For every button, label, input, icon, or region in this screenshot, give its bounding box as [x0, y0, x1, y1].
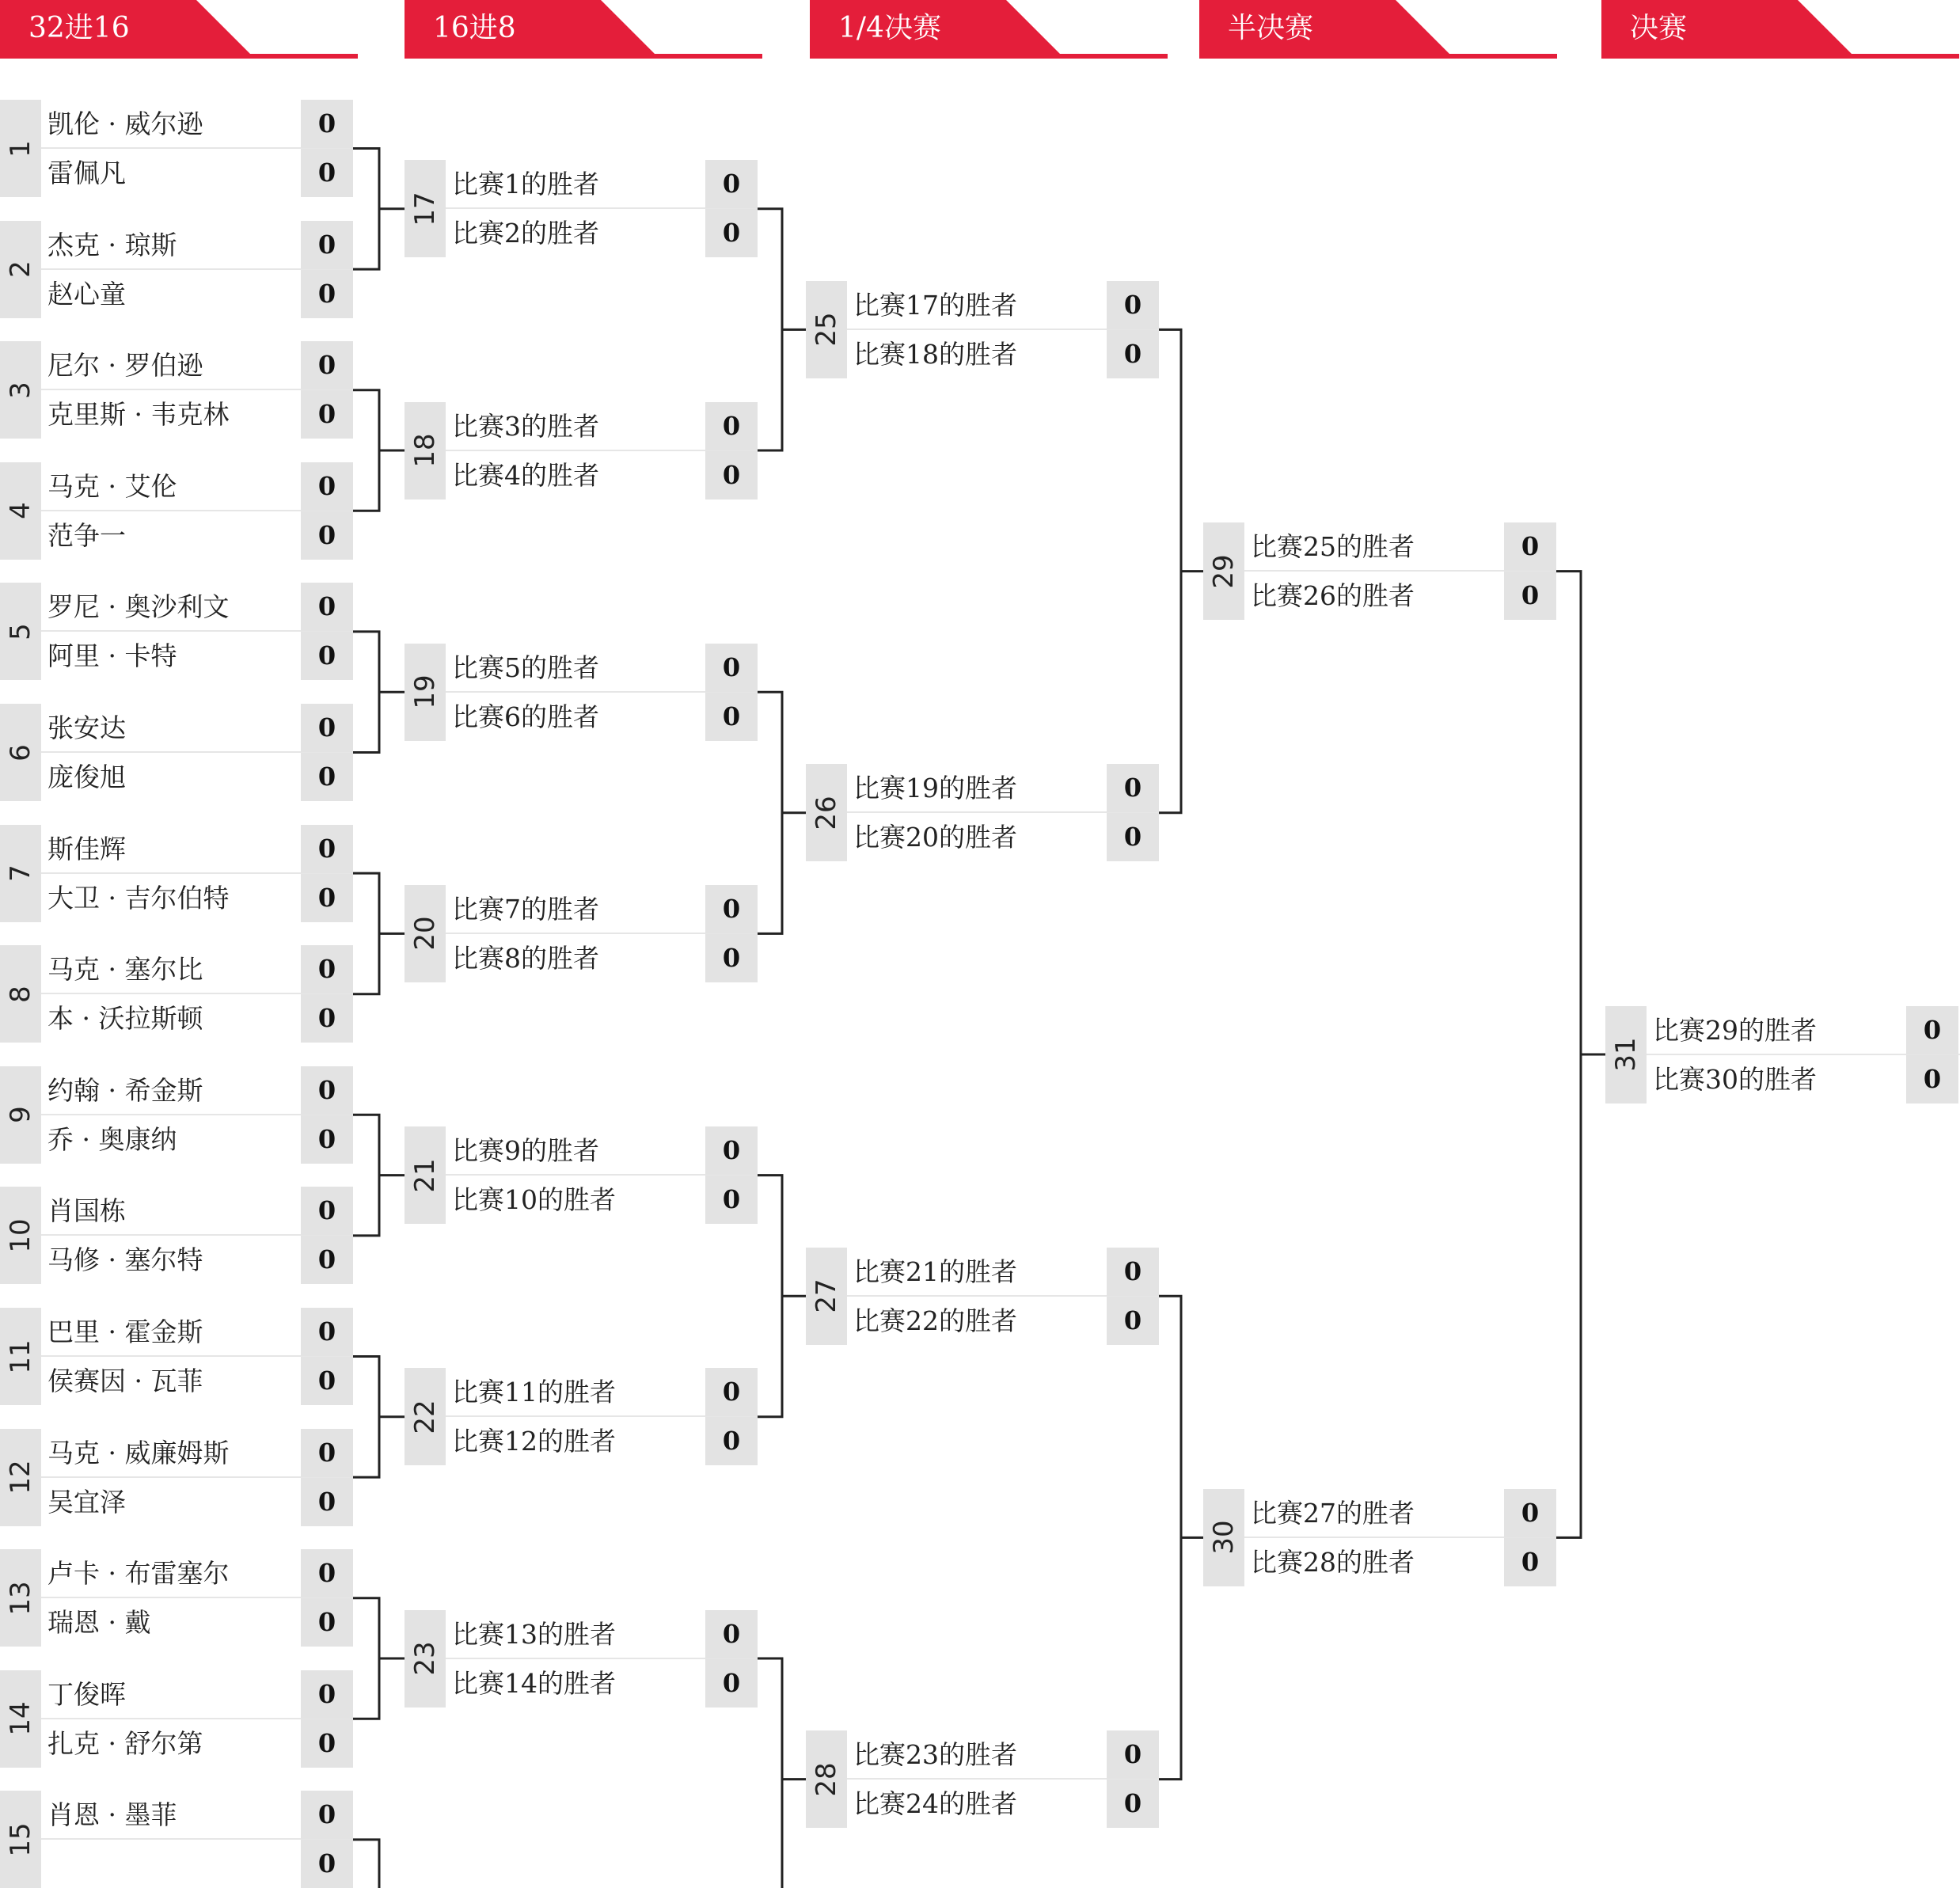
player-top[interactable]: 卢卡 · 布雷塞尔 [47, 1558, 230, 1590]
bracket-connector [1159, 1296, 1203, 1779]
player-top[interactable]: 比赛17的胜者 [853, 289, 1017, 321]
bracket-connector [758, 209, 806, 450]
player-bottom[interactable]: 范争一 [47, 519, 126, 551]
match-number-cell [0, 945, 41, 1043]
match-block[interactable] [0, 1429, 353, 1526]
score-bottom: 0 [301, 632, 353, 680]
score-top: 0 [301, 1066, 353, 1115]
match-number: 23 [409, 1641, 441, 1676]
match-number: 31 [1610, 1037, 1642, 1072]
match-block[interactable] [0, 825, 353, 922]
player-bottom[interactable]: 比赛24的胜者 [853, 1788, 1017, 1820]
match-block[interactable] [806, 1248, 1159, 1345]
score-bottom: 0 [1107, 1297, 1159, 1345]
score-bottom: 0 [301, 1115, 353, 1164]
player-bottom[interactable]: 比赛8的胜者 [452, 942, 599, 974]
match-number: 10 [5, 1218, 36, 1253]
score-bottom: 0 [1107, 1780, 1159, 1828]
match-block[interactable] [1203, 1489, 1556, 1586]
player-bottom[interactable]: 雷佩凡 [47, 158, 126, 188]
match-block[interactable] [0, 945, 353, 1043]
match-block[interactable] [0, 1549, 353, 1647]
bracket-connector [353, 1115, 405, 1236]
score-bottom: 0 [301, 149, 353, 197]
score-top: 0 [301, 1187, 353, 1235]
match-block[interactable] [806, 764, 1159, 861]
player-bottom[interactable]: 阿里 · 卡特 [47, 640, 177, 672]
player-top[interactable]: 罗尼 · 奥沙利文 [47, 591, 230, 623]
score-top: 0 [1107, 281, 1159, 329]
score-top: 0 [705, 644, 758, 692]
score-bottom: 0 [301, 1840, 353, 1888]
match-number: 15 [5, 1822, 36, 1857]
match-number-cell [405, 885, 446, 982]
match-number: 14 [5, 1701, 36, 1736]
player-top[interactable]: 斯佳辉 [47, 833, 126, 864]
score-top: 0 [301, 221, 353, 269]
player-bottom[interactable]: 侯赛因 · 瓦菲 [47, 1366, 203, 1396]
match-block[interactable] [0, 704, 353, 801]
match-number: 21 [409, 1157, 441, 1193]
score-bottom: 0 [1906, 1055, 1958, 1104]
match-number: 19 [409, 674, 441, 709]
round-header [1601, 0, 1959, 59]
match-number-cell [0, 1791, 41, 1888]
match-block[interactable] [806, 1730, 1159, 1828]
score-bottom: 0 [705, 693, 758, 741]
match-number-cell [405, 1126, 446, 1224]
score-bottom: 0 [301, 511, 353, 560]
match-number-cell [806, 281, 847, 378]
score-top: 0 [1107, 764, 1159, 812]
score-bottom: 0 [705, 209, 758, 257]
match-number-cell [405, 644, 446, 741]
match-number: 4 [5, 502, 36, 520]
match-number-cell [405, 1368, 446, 1465]
player-top[interactable]: 张安达 [47, 712, 126, 743]
match-number: 11 [5, 1339, 36, 1374]
match-number-cell [0, 1187, 41, 1284]
match-number: 27 [811, 1278, 842, 1313]
score-top: 0 [301, 100, 353, 148]
player-bottom[interactable]: 比赛26的胜者 [1251, 580, 1415, 612]
score-top: 0 [301, 704, 353, 752]
match-number: 26 [811, 796, 842, 830]
score-top: 0 [705, 1368, 758, 1416]
match-number-cell [0, 221, 41, 318]
player-bottom[interactable] [47, 1840, 301, 1888]
score-bottom: 0 [1107, 813, 1159, 861]
player-top[interactable]: 马克 · 威廉姆斯 [47, 1437, 230, 1468]
match-number-cell [1605, 1006, 1647, 1104]
player-top[interactable]: 杰克 · 琼斯 [47, 229, 177, 260]
match-number: 20 [409, 916, 441, 952]
match-number: 2 [5, 260, 36, 278]
match-block[interactable] [405, 402, 758, 500]
match-number-cell [806, 1730, 847, 1828]
score-top: 0 [301, 1791, 353, 1839]
bracket-connector [1159, 329, 1203, 812]
player-bottom[interactable]: 比赛30的胜者 [1653, 1063, 1817, 1095]
score-bottom: 0 [705, 451, 758, 500]
match-block[interactable] [1203, 522, 1556, 620]
player-top[interactable]: 比赛19的胜者 [853, 773, 1017, 804]
player-top[interactable]: 丁俊晖 [47, 1678, 126, 1710]
player-bottom[interactable]: 比赛4的胜者 [452, 459, 599, 491]
match-number-cell [0, 1670, 41, 1768]
player-top[interactable]: 巴里 · 霍金斯 [47, 1316, 203, 1347]
match-number-cell [806, 1248, 847, 1345]
match-number-cell [0, 1429, 41, 1526]
match-number: 13 [5, 1581, 36, 1616]
match-block[interactable] [405, 1368, 758, 1465]
player-bottom[interactable]: 比赛12的胜者 [452, 1426, 616, 1457]
match-block[interactable] [405, 644, 758, 741]
match-number-cell [405, 402, 446, 500]
match-number-cell [0, 704, 41, 801]
match-number-cell [806, 764, 847, 861]
bracket-connector [353, 1357, 405, 1478]
score-top: 0 [705, 1610, 758, 1658]
score-bottom: 0 [301, 1478, 353, 1526]
match-block[interactable] [405, 160, 758, 257]
match-number-cell [0, 341, 41, 439]
player-bottom[interactable]: 比赛10的胜者 [452, 1184, 616, 1216]
bracket-connector [353, 390, 405, 511]
score-bottom: 0 [705, 1176, 758, 1224]
player-bottom[interactable]: 比赛2的胜者 [452, 218, 599, 249]
match-number-cell [0, 583, 41, 680]
score-bottom: 0 [301, 390, 353, 439]
match-block[interactable] [0, 100, 353, 197]
score-top: 0 [301, 945, 353, 993]
round-header [0, 0, 358, 59]
banner-underline [405, 54, 762, 59]
match-block[interactable] [0, 583, 353, 680]
player-top[interactable]: 马克 · 塞尔比 [47, 954, 203, 986]
player-top[interactable]: 肖恩 · 墨菲 [47, 1799, 177, 1831]
player-bottom[interactable]: 吴宜泽 [47, 1486, 126, 1518]
match-number-cell [0, 1549, 41, 1647]
score-bottom: 0 [301, 874, 353, 922]
round-header [405, 0, 762, 59]
score-bottom: 0 [1504, 1538, 1556, 1586]
player-top[interactable]: 比赛5的胜者 [452, 651, 599, 683]
score-top: 0 [1906, 1006, 1958, 1054]
player-bottom[interactable]: 本 · 沃拉斯顿 [47, 1003, 203, 1035]
match-number-cell [0, 462, 41, 560]
match-block[interactable] [1605, 1006, 1960, 1104]
match-number: 22 [409, 1400, 441, 1434]
score-top: 0 [301, 1308, 353, 1356]
match-number-cell [405, 1610, 446, 1708]
player-bottom[interactable]: 瑞恩 · 戴 [47, 1607, 151, 1639]
match-number: 6 [5, 743, 36, 762]
round-header [810, 0, 1168, 59]
match-number: 28 [811, 1761, 842, 1797]
player-bottom[interactable]: 比赛22的胜者 [853, 1305, 1017, 1336]
match-number: 17 [409, 192, 441, 226]
player-top[interactable]: 比赛7的胜者 [452, 893, 599, 925]
score-bottom: 0 [1107, 330, 1159, 378]
bracket-connector [758, 1176, 806, 1417]
player-top[interactable]: 凯伦 · 威尔逊 [47, 108, 203, 139]
match-number: 3 [5, 381, 36, 399]
player-top[interactable]: 比赛29的胜者 [1653, 1014, 1817, 1046]
player-bottom[interactable]: 赵心童 [47, 278, 126, 310]
banner-underline [1199, 54, 1557, 59]
banner-underline [0, 54, 358, 59]
round-title: 半决赛 [1228, 12, 1314, 44]
match-block[interactable] [405, 1126, 758, 1224]
player-top[interactable]: 肖国栋 [47, 1195, 126, 1227]
banner-underline [1601, 54, 1959, 59]
match-block[interactable] [0, 341, 353, 439]
match-number-cell [405, 160, 446, 257]
score-bottom: 0 [301, 1236, 353, 1284]
player-bottom[interactable]: 大卫 · 吉尔伯特 [47, 882, 230, 914]
score-bottom: 0 [301, 1598, 353, 1647]
match-number: 5 [5, 623, 36, 640]
score-top: 0 [1504, 1489, 1556, 1537]
player-top[interactable]: 比赛13的胜者 [452, 1618, 616, 1650]
bracket-connector [353, 1840, 405, 1888]
score-top: 0 [301, 1670, 353, 1719]
score-top: 0 [301, 583, 353, 631]
score-bottom: 0 [301, 753, 353, 801]
player-bottom[interactable]: 比赛18的胜者 [853, 338, 1017, 370]
player-top[interactable]: 比赛21的胜者 [853, 1256, 1017, 1287]
bracket-connector [758, 692, 806, 933]
bracket-connector [758, 1658, 806, 1888]
bracket-connector [353, 873, 405, 994]
player-bottom[interactable]: 比赛28的胜者 [1251, 1546, 1415, 1578]
player-top[interactable]: 比赛9的胜者 [452, 1135, 599, 1167]
match-number: 29 [1208, 553, 1240, 589]
match-block[interactable] [0, 1791, 353, 1888]
match-number: 30 [1208, 1520, 1240, 1556]
score-top: 0 [705, 402, 758, 450]
score-top: 0 [705, 885, 758, 933]
match-block[interactable] [0, 1670, 353, 1768]
bracket-connector [1556, 572, 1605, 1538]
player-top[interactable]: 尼尔 · 罗伯逊 [47, 350, 203, 382]
player-bottom[interactable]: 克里斯 · 韦克林 [47, 399, 230, 431]
player-top[interactable]: 比赛27的胜者 [1251, 1497, 1415, 1529]
round-header [1199, 0, 1557, 59]
player-top[interactable]: 比赛23的胜者 [853, 1739, 1017, 1771]
match-number: 8 [5, 985, 36, 1003]
score-top: 0 [301, 1429, 353, 1477]
match-number: 1 [5, 139, 36, 158]
score-bottom: 0 [301, 994, 353, 1043]
score-bottom: 0 [1504, 572, 1556, 620]
player-top[interactable]: 比赛25的胜者 [1251, 531, 1415, 563]
player-top[interactable]: 比赛3的胜者 [452, 410, 599, 442]
round-title: 决赛 [1630, 12, 1688, 44]
match-number: 18 [409, 433, 441, 468]
score-top: 0 [301, 462, 353, 511]
match-number: 25 [811, 312, 842, 348]
match-number-cell [0, 1308, 41, 1405]
bracket-connector [353, 1598, 405, 1719]
round-title: 1/4决赛 [838, 12, 941, 44]
banner-underline [810, 54, 1168, 59]
bracket-connector [353, 632, 405, 753]
score-bottom: 0 [301, 1357, 353, 1405]
bracket-connector [353, 149, 405, 270]
match-number: 7 [5, 864, 36, 882]
match-block[interactable] [405, 885, 758, 982]
player-bottom[interactable]: 比赛20的胜者 [853, 822, 1017, 853]
match-number: 12 [5, 1460, 36, 1495]
match-number-cell [0, 1066, 41, 1164]
score-bottom: 0 [705, 1417, 758, 1465]
score-bottom: 0 [705, 934, 758, 982]
match-block[interactable] [806, 281, 1159, 378]
score-top: 0 [1107, 1730, 1159, 1779]
match-number: 9 [5, 1106, 36, 1124]
score-bottom: 0 [301, 1719, 353, 1768]
match-block[interactable] [0, 221, 353, 318]
score-bottom: 0 [301, 270, 353, 318]
player-bottom[interactable]: 比赛6的胜者 [452, 701, 599, 732]
match-number-cell [1203, 1489, 1244, 1586]
player-bottom[interactable]: 比赛14的胜者 [452, 1667, 616, 1699]
player-top[interactable]: 马克 · 艾伦 [47, 470, 177, 502]
round-title: 16进8 [433, 12, 516, 44]
match-number-cell [1203, 522, 1244, 620]
player-bottom[interactable]: 马修 · 塞尔特 [47, 1244, 203, 1276]
score-top: 0 [705, 160, 758, 208]
match-block[interactable] [405, 1610, 758, 1708]
match-number-cell [0, 100, 41, 197]
player-bottom[interactable]: 乔 · 奥康纳 [47, 1123, 177, 1155]
player-bottom[interactable]: 扎克 · 舒尔第 [47, 1727, 203, 1759]
score-top: 0 [705, 1126, 758, 1175]
player-top[interactable]: 比赛1的胜者 [452, 169, 599, 200]
score-top: 0 [301, 1549, 353, 1597]
match-block[interactable] [0, 462, 353, 560]
score-bottom: 0 [705, 1659, 758, 1708]
score-top: 0 [1504, 522, 1556, 571]
score-top: 0 [301, 341, 353, 389]
player-top[interactable]: 比赛11的胜者 [452, 1377, 616, 1408]
player-top[interactable]: 约翰 · 希金斯 [47, 1074, 203, 1106]
round-title: 32进16 [28, 12, 130, 44]
score-top: 0 [1107, 1248, 1159, 1296]
score-top: 0 [301, 825, 353, 873]
match-block[interactable] [0, 1187, 353, 1284]
match-block[interactable] [0, 1308, 353, 1405]
match-block[interactable] [0, 1066, 353, 1164]
player-bottom[interactable]: 庞俊旭 [47, 762, 126, 792]
match-number-cell [0, 825, 41, 922]
